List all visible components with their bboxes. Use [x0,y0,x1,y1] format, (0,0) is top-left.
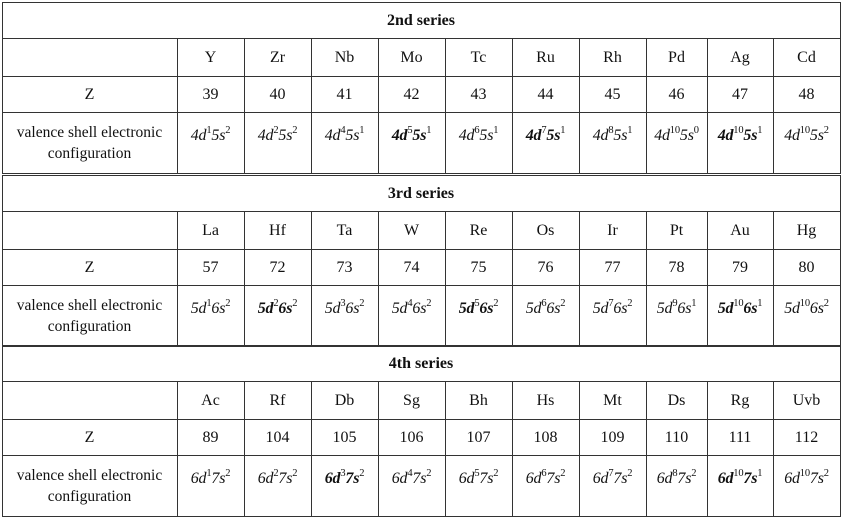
orbital-s: 7s [412,470,427,487]
orbital-s-count: 2 [225,297,231,309]
element-symbol: Ru [536,48,555,66]
element-symbol: Ag [730,48,750,66]
orbital-s-count: 2 [627,467,633,479]
orbital-s-count: 2 [292,467,298,479]
electron-configuration [707,285,773,346]
configuration-text [258,299,298,318]
element-symbol: Ir [607,221,618,239]
electron-configuration [311,455,378,516]
orbital-s: 6s [546,300,561,317]
z-row-label: Z [84,85,95,103]
configuration-text [392,469,432,488]
orbital-s: 7s [677,470,692,487]
configuration-text [784,126,829,145]
electron-configuration [512,455,579,516]
element-symbol: Bh [469,391,488,409]
config-label-line: configuration [47,317,132,335]
configuration-text [459,469,499,488]
element-symbol: Re [469,221,488,239]
orbital-s-count: 2 [225,124,231,136]
orbital-d-count: 6 [474,124,480,136]
orbital-s: 6s [743,300,758,317]
configuration-text [526,469,566,488]
configuration-text [191,299,231,318]
configuration-text [325,299,365,318]
orbital-s: 5s [479,127,494,144]
orbital-s: 5s [809,127,824,144]
orbital-d-count: 10 [799,297,810,309]
orbital-d-count: 7 [608,297,614,309]
element-symbol: Ds [667,391,686,409]
orbital-s-count: 2 [493,297,499,309]
orbital-d: 6d [458,470,475,487]
electron-configuration [445,285,512,346]
configuration-text [718,469,763,488]
atomic-number: 44 [537,85,554,103]
orbital-d: 6d [592,470,609,487]
element-symbol: Ac [201,391,220,409]
electron-configuration [646,285,707,346]
configuration-text [593,299,633,318]
orbital-s: 6s [412,300,427,317]
element-symbol: Tc [470,48,487,66]
configuration-text [392,126,432,145]
orbital-s: 5s [613,127,628,144]
orbital-s: 7s [809,470,824,487]
configuration-text [459,299,499,318]
orbital-d: 6d [324,470,341,487]
config-label-line: valence shell electronic [16,296,163,314]
atomic-number: 47 [732,85,748,103]
config-label-line: configuration [47,487,132,505]
config-label-text [17,466,162,506]
element-symbol: Rf [269,391,286,409]
configuration-text [657,299,697,318]
orbital-d-count: 6 [541,467,547,479]
orbital-s: 5s [345,127,360,144]
orbital-d-count: 1 [206,467,212,479]
orbital-d: 6d [784,470,800,487]
configuration-text [258,126,298,145]
atomic-number: 43 [470,85,487,103]
atomic-number: 111 [728,428,752,446]
electron-configuration [445,112,512,173]
orbital-s: 5s [679,127,694,144]
orbital-d-count: 1 [206,124,212,136]
orbital-d: 5d [525,300,542,317]
orbital-d-count: 5 [474,297,480,309]
series-title: 3rd series [387,184,455,202]
electron-configuration [773,455,840,516]
atomic-number: 45 [604,85,621,103]
config-label-line: valence shell electronic [16,466,163,484]
orbital-s-count: 2 [823,297,829,309]
atomic-number: 107 [466,428,491,446]
element-symbol: Hs [536,391,555,409]
atomic-number: 74 [403,258,420,276]
electron-configuration [311,285,378,346]
electron-configuration [707,112,773,173]
configuration-text [593,469,633,488]
electron-configuration [378,285,445,346]
orbital-s-count: 2 [823,124,829,136]
element-symbol: Os [536,221,555,239]
orbital-s: 6s [211,300,226,317]
orbital-s-count: 1 [757,467,763,479]
orbital-s-count: 2 [426,467,432,479]
orbital-d: 5d [656,300,673,317]
configuration-text [325,469,365,488]
orbital-s: 7s [479,470,494,487]
orbital-d-count: 4 [340,124,346,136]
atomic-number: 42 [403,85,420,103]
electron-configuration [773,285,840,346]
orbital-d: 4d [525,127,542,144]
configuration-text [593,126,633,145]
orbital-d-count: 10 [733,124,744,136]
orbital-s-count: 1 [426,124,432,136]
electron-configuration [773,112,840,173]
element-symbol: Mt [603,391,622,409]
orbital-d-count: 5 [474,467,480,479]
atomic-number: 72 [269,258,286,276]
orbital-s: 6s [613,300,628,317]
configuration-text [258,469,298,488]
atomic-number: 106 [399,428,424,446]
orbital-s: 5s [546,127,561,144]
orbital-s-count: 2 [560,467,566,479]
atomic-number: 76 [537,258,554,276]
config-row-label [2,455,177,516]
orbital-s: 6s [278,300,293,317]
configuration-text [325,126,365,145]
electron-configuration [244,112,311,173]
orbital-d: 6d [525,470,542,487]
element-symbol: Uvb [792,391,821,409]
orbital-d: 6d [656,470,673,487]
electron-configuration [244,455,311,516]
orbital-d-count: 6 [541,297,547,309]
element-symbol: Y [204,48,217,66]
orbital-d: 4d [190,127,207,144]
orbital-d: 5d [391,300,408,317]
orbital-d-count: 8 [608,124,614,136]
atomic-number: 73 [336,258,353,276]
orbital-s-count: 2 [292,297,298,309]
orbital-s-count: 2 [493,467,499,479]
electron-configuration [311,112,378,173]
orbital-s-count: 2 [823,467,829,479]
orbital-s-count: 2 [691,467,697,479]
orbital-s-count: 1 [757,297,763,309]
config-label-text [17,296,162,336]
orbital-s: 5s [412,127,427,144]
orbital-d-count: 4 [407,467,413,479]
configuration-text [191,126,231,145]
configuration-text [654,126,699,145]
element-symbol: Rg [730,391,750,409]
orbital-d-count: 2 [273,297,279,309]
orbital-s: 5s [278,127,293,144]
configuration-text [526,299,566,318]
element-symbol: W [403,221,420,239]
orbital-d: 4d [324,127,341,144]
orbital-d: 5d [257,300,274,317]
configuration-text [784,299,829,318]
element-symbol: Zr [269,48,286,66]
orbital-d: 6d [717,470,734,487]
orbital-s-count: 2 [359,297,365,309]
atomic-number: 48 [798,85,815,103]
atomic-number: 75 [470,258,487,276]
orbital-d-count: 10 [669,124,680,136]
atomic-number: 110 [664,428,689,446]
atomic-number: 41 [336,85,353,103]
orbital-s: 7s [546,470,561,487]
element-symbol: Hg [796,221,817,239]
electron-configuration [646,455,707,516]
electron-configuration [177,112,244,173]
orbital-s-count: 1 [359,124,365,136]
electron-configuration [445,455,512,516]
configuration-text [657,469,697,488]
electron-configuration [378,455,445,516]
orbital-d: 4d [458,127,475,144]
orbital-d-count: 7 [608,467,614,479]
electron-configuration [177,455,244,516]
orbital-s-count: 2 [225,467,231,479]
orbital-s: 7s [613,470,628,487]
element-symbol: Au [730,221,750,239]
orbital-s: 6s [677,300,692,317]
orbital-d: 6d [257,470,274,487]
table-rule [840,175,841,347]
orbital-d: 5d [190,300,207,317]
z-row-label: Z [84,428,95,446]
orbital-s-count: 1 [627,124,633,136]
element-symbol: Nb [334,48,355,66]
table-rule [840,345,841,517]
configuration-text [459,126,499,145]
atomic-number: 109 [600,428,625,446]
table-rule [2,516,841,517]
orbital-d-count: 8 [672,467,678,479]
orbital-d: 5d [592,300,609,317]
orbital-d-count: 10 [799,124,810,136]
configuration-text [718,126,763,145]
orbital-s-count: 0 [693,124,699,136]
orbital-d: 4d [784,127,800,144]
orbital-s: 7s [211,470,226,487]
electron-configuration [378,112,445,173]
orbital-s-count: 1 [757,124,763,136]
orbital-d: 4d [391,127,408,144]
series-title: 2nd series [387,11,455,29]
config-label-text [17,123,162,163]
orbital-d-count: 10 [733,297,744,309]
electron-configuration [579,455,646,516]
orbital-d-count: 10 [799,467,810,479]
configuration-text [526,126,566,145]
atomic-number: 46 [668,85,685,103]
orbital-s-count: 2 [426,297,432,309]
atomic-number: 112 [794,428,819,446]
z-row-label: Z [84,258,95,276]
orbital-d: 4d [257,127,274,144]
atomic-number: 79 [732,258,748,276]
orbital-d-count: 2 [273,124,279,136]
orbital-d-count: 10 [733,467,744,479]
series-title: 4th series [388,354,454,372]
element-symbol: Sg [403,391,420,409]
orbital-d: 5d [784,300,800,317]
element-symbol: Hf [269,221,286,239]
config-row-label [2,285,177,346]
orbital-d: 6d [190,470,207,487]
electron-configuration [579,285,646,346]
configuration-text [784,469,829,488]
element-symbol: Cd [797,48,816,66]
atomic-number: 80 [798,258,815,276]
orbital-d-count: 4 [407,297,413,309]
orbital-s-count: 2 [292,124,298,136]
table-rule [2,173,841,174]
electron-configuration [646,112,707,173]
orbital-d: 5d [717,300,734,317]
orbital-d: 6d [391,470,408,487]
electron-configuration [707,455,773,516]
element-symbol: Pt [669,221,684,239]
atomic-number: 40 [269,85,286,103]
element-symbol: Mo [400,48,423,66]
electron-configuration [512,285,579,346]
orbital-s: 7s [345,470,360,487]
orbital-d-count: 7 [541,124,547,136]
electron-configuration [579,112,646,173]
orbital-d-count: 3 [340,297,346,309]
electron-configuration [177,285,244,346]
config-row-label [2,112,177,173]
orbital-s: 6s [345,300,360,317]
orbital-d-count: 3 [340,467,346,479]
orbital-s: 6s [809,300,824,317]
orbital-d-count: 2 [273,467,279,479]
atomic-number: 104 [265,428,290,446]
orbital-s: 7s [278,470,293,487]
atomic-number: 57 [202,258,219,276]
element-symbol: La [202,221,219,239]
config-label-line: configuration [47,144,132,162]
orbital-s-count: 1 [493,124,499,136]
orbital-d: 5d [458,300,475,317]
element-symbol: Ta [336,221,353,239]
element-symbol: Pd [668,48,685,66]
atomic-number: 77 [604,258,621,276]
element-symbol: Db [334,391,355,409]
element-symbol: Rh [603,48,622,66]
atomic-number: 78 [668,258,685,276]
atomic-number: 89 [202,428,219,446]
atomic-number: 105 [332,428,357,446]
orbital-s: 7s [743,470,758,487]
orbital-s-count: 1 [560,124,566,136]
orbital-d-count: 9 [672,297,678,309]
orbital-d: 4d [717,127,734,144]
configuration-text [392,299,432,318]
orbital-s-count: 2 [560,297,566,309]
orbital-d: 4d [592,127,609,144]
electron-configuration [244,285,311,346]
orbital-d: 4d [654,127,670,144]
orbital-s: 5s [743,127,758,144]
orbital-s-count: 2 [627,297,633,309]
electron-configuration [512,112,579,173]
table-rule [840,2,841,174]
orbital-d-count: 5 [407,124,413,136]
atomic-number: 39 [202,85,219,103]
orbital-s: 5s [211,127,226,144]
orbital-s: 6s [479,300,494,317]
atomic-number: 108 [533,428,558,446]
config-label-line: valence shell electronic [16,123,163,141]
configuration-text [191,469,231,488]
orbital-d-count: 1 [206,297,212,309]
configuration-text [718,299,763,318]
orbital-s-count: 1 [691,297,697,309]
orbital-d: 5d [324,300,341,317]
orbital-s-count: 2 [359,467,365,479]
